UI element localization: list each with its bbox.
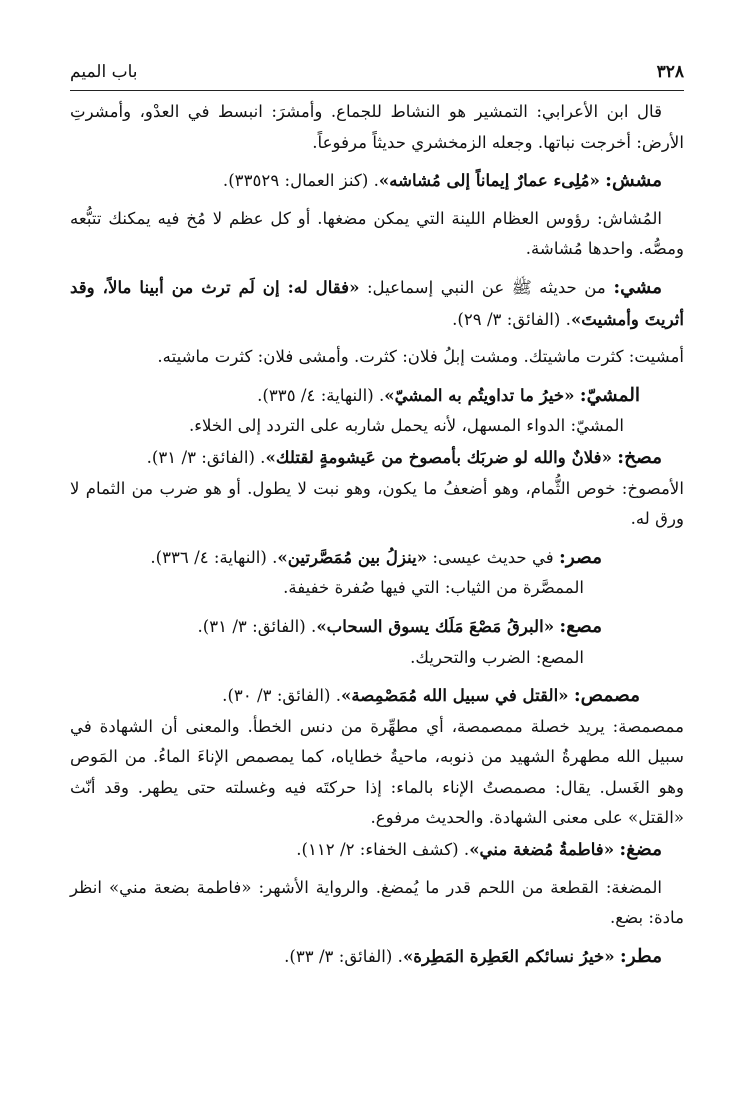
- entry-intro: في حديث عيسى:: [427, 547, 554, 567]
- dictionary-entry: [70, 380, 684, 412]
- page-header: [70, 56, 684, 91]
- chapter-title: باب الميم: [70, 62, 138, 82]
- source-reference: . (الفائق: ٣/ ٣١).: [197, 616, 317, 636]
- entry-root-word: مصع:: [559, 615, 602, 637]
- source-reference: . (النهاية: ٤/ ٣٣٦).: [150, 547, 278, 567]
- book-page: [70, 56, 684, 1076]
- explanation-paragraph: المصع: الضرب والتحريك.: [410, 647, 584, 667]
- source-reference: . (كنز العمال: ٣٣٥٢٩).: [222, 171, 379, 191]
- source-reference: . (كشف الخفاء: ٢/ ١١٢).: [296, 840, 470, 860]
- dictionary-entry: [70, 542, 684, 574]
- hadith-quote: «خيرُ ما تداويتُم به المشيّ»: [384, 384, 575, 405]
- explanation-paragraph: الممصَّرة من الثياب: التي فيها صُفرة خفيفة.: [283, 578, 584, 598]
- entry-intro: من حديثه ﷺ عن النبي إسماعيل:: [359, 277, 606, 297]
- dictionary-body: [70, 97, 684, 972]
- explanation-paragraph: ممصمصة: يريد خصلة ممصمصة، أي مطهِّرة من دنس الخطأ. والمعنى أن الشهادة في سبيل الله مطهرةُ الشهيد من ذنوبه، ماحيةُ خطاياه، كما يمصمص الإناءَ الماءُ. من المَوص وهو الغَسل. يقال: مصمصتُ الإناء بالماء: إذا حركتَه فيه وغسلته حتى يطهر. وقد أنّث «القتل» على معنى الشهادة. والحديث مرفوع.: [70, 716, 684, 828]
- explanation-paragraph: المُشاش: رؤوس العظام اللينة التي يمكن مضغها. أو كل عظم لا مُخ فيه يمكنك تتبُّعه ومصُّه. واحدها مُشاشة.: [70, 208, 684, 259]
- dictionary-entry: [70, 272, 684, 335]
- hadith-quote: «فقال له: إن لَم ترث من أبينا مالاً، وقد أثريتَ وأمشيتَ»: [70, 276, 684, 329]
- entry-root-word: مصر:: [559, 546, 602, 568]
- source-reference: . (الفائق: ٣/ ٣٣).: [284, 946, 403, 966]
- entry-root-word: مضغ:: [619, 839, 662, 861]
- entry-root-word: مشش:: [605, 170, 662, 192]
- page-number: ٣٢٨: [656, 62, 684, 82]
- entry-root-word: مطر:: [619, 945, 662, 967]
- source-reference: . (الفائق: ٣/ ٢٩).: [452, 309, 571, 329]
- source-reference: . (النهاية: ٤/ ٣٣٥).: [257, 385, 385, 405]
- explanation-paragraph: الأمصوخ: خوص الثُّمام، وهو أضعفُ ما يكون، وهو نبت لا يطول. أو هو ضرب من الثمام لا ورق له.: [70, 478, 684, 529]
- dictionary-entry: [70, 611, 684, 643]
- explanation-paragraph: المضغة: القطعة من اللحم قدر ما يُمضغ. والرواية الأشهر: «فاطمة بضعة مني» انظر مادة: بضع.: [70, 877, 684, 928]
- dictionary-entry: [70, 442, 684, 474]
- entry-root-word: المشيّ:: [579, 384, 640, 406]
- explanation-paragraph: قال ابن الأعرابي: التمشير هو النشاط للجماع. وأمشرَ: انبسط في العدْو، وأمشرتِ الأرض: أخرجت نباتها. وجعله الزمخشري حديثاً مرفوعاً.: [70, 102, 684, 152]
- hadith-quote: «فاطمةُ مُضغة مني»: [469, 839, 615, 860]
- hadith-quote: «فلانٌ والله لو ضربَك بأمصوخ من عَيشومةٍ لقتلك»: [265, 446, 612, 467]
- hadith-quote: «مُلِىء عمارٌ إيماناً إلى مُشاشه»: [378, 170, 600, 191]
- source-reference: . (الفائق: ٣/ ٣٠).: [222, 686, 342, 706]
- dictionary-entry: [70, 680, 684, 712]
- explanation-paragraph: المشيّ: الدواء المسهل، لأنه يحمل شاربه على التردد إلى الخلاء.: [188, 416, 624, 436]
- hadith-quote: «القتل في سبيل الله مُمَصْمِصة»: [341, 685, 569, 706]
- dictionary-entry: [70, 834, 684, 866]
- entry-root-word: مصخ:: [617, 446, 662, 468]
- hadith-quote: «خيرُ نسائكم العَطِرة المَطِرة»: [402, 945, 615, 966]
- explanation-paragraph: أمشيت: كثرت ماشيتك. ومشت إبلُ فلان: كثرت. وأمشى فلان: كثرت ماشيته.: [157, 347, 684, 367]
- entry-root-word: مصمص:: [573, 685, 640, 707]
- dictionary-entry: [70, 941, 684, 973]
- dictionary-entry: [70, 165, 684, 197]
- source-reference: . (الفائق: ٣/ ٣١).: [146, 447, 266, 467]
- entry-root-word: مشي:: [613, 276, 663, 298]
- hadith-quote: «البرقُ مَصْعَ مَلَك يسوق السحاب»: [316, 615, 555, 636]
- hadith-quote: «ينزلُ بين مُمَصَّرتين»: [277, 546, 428, 567]
